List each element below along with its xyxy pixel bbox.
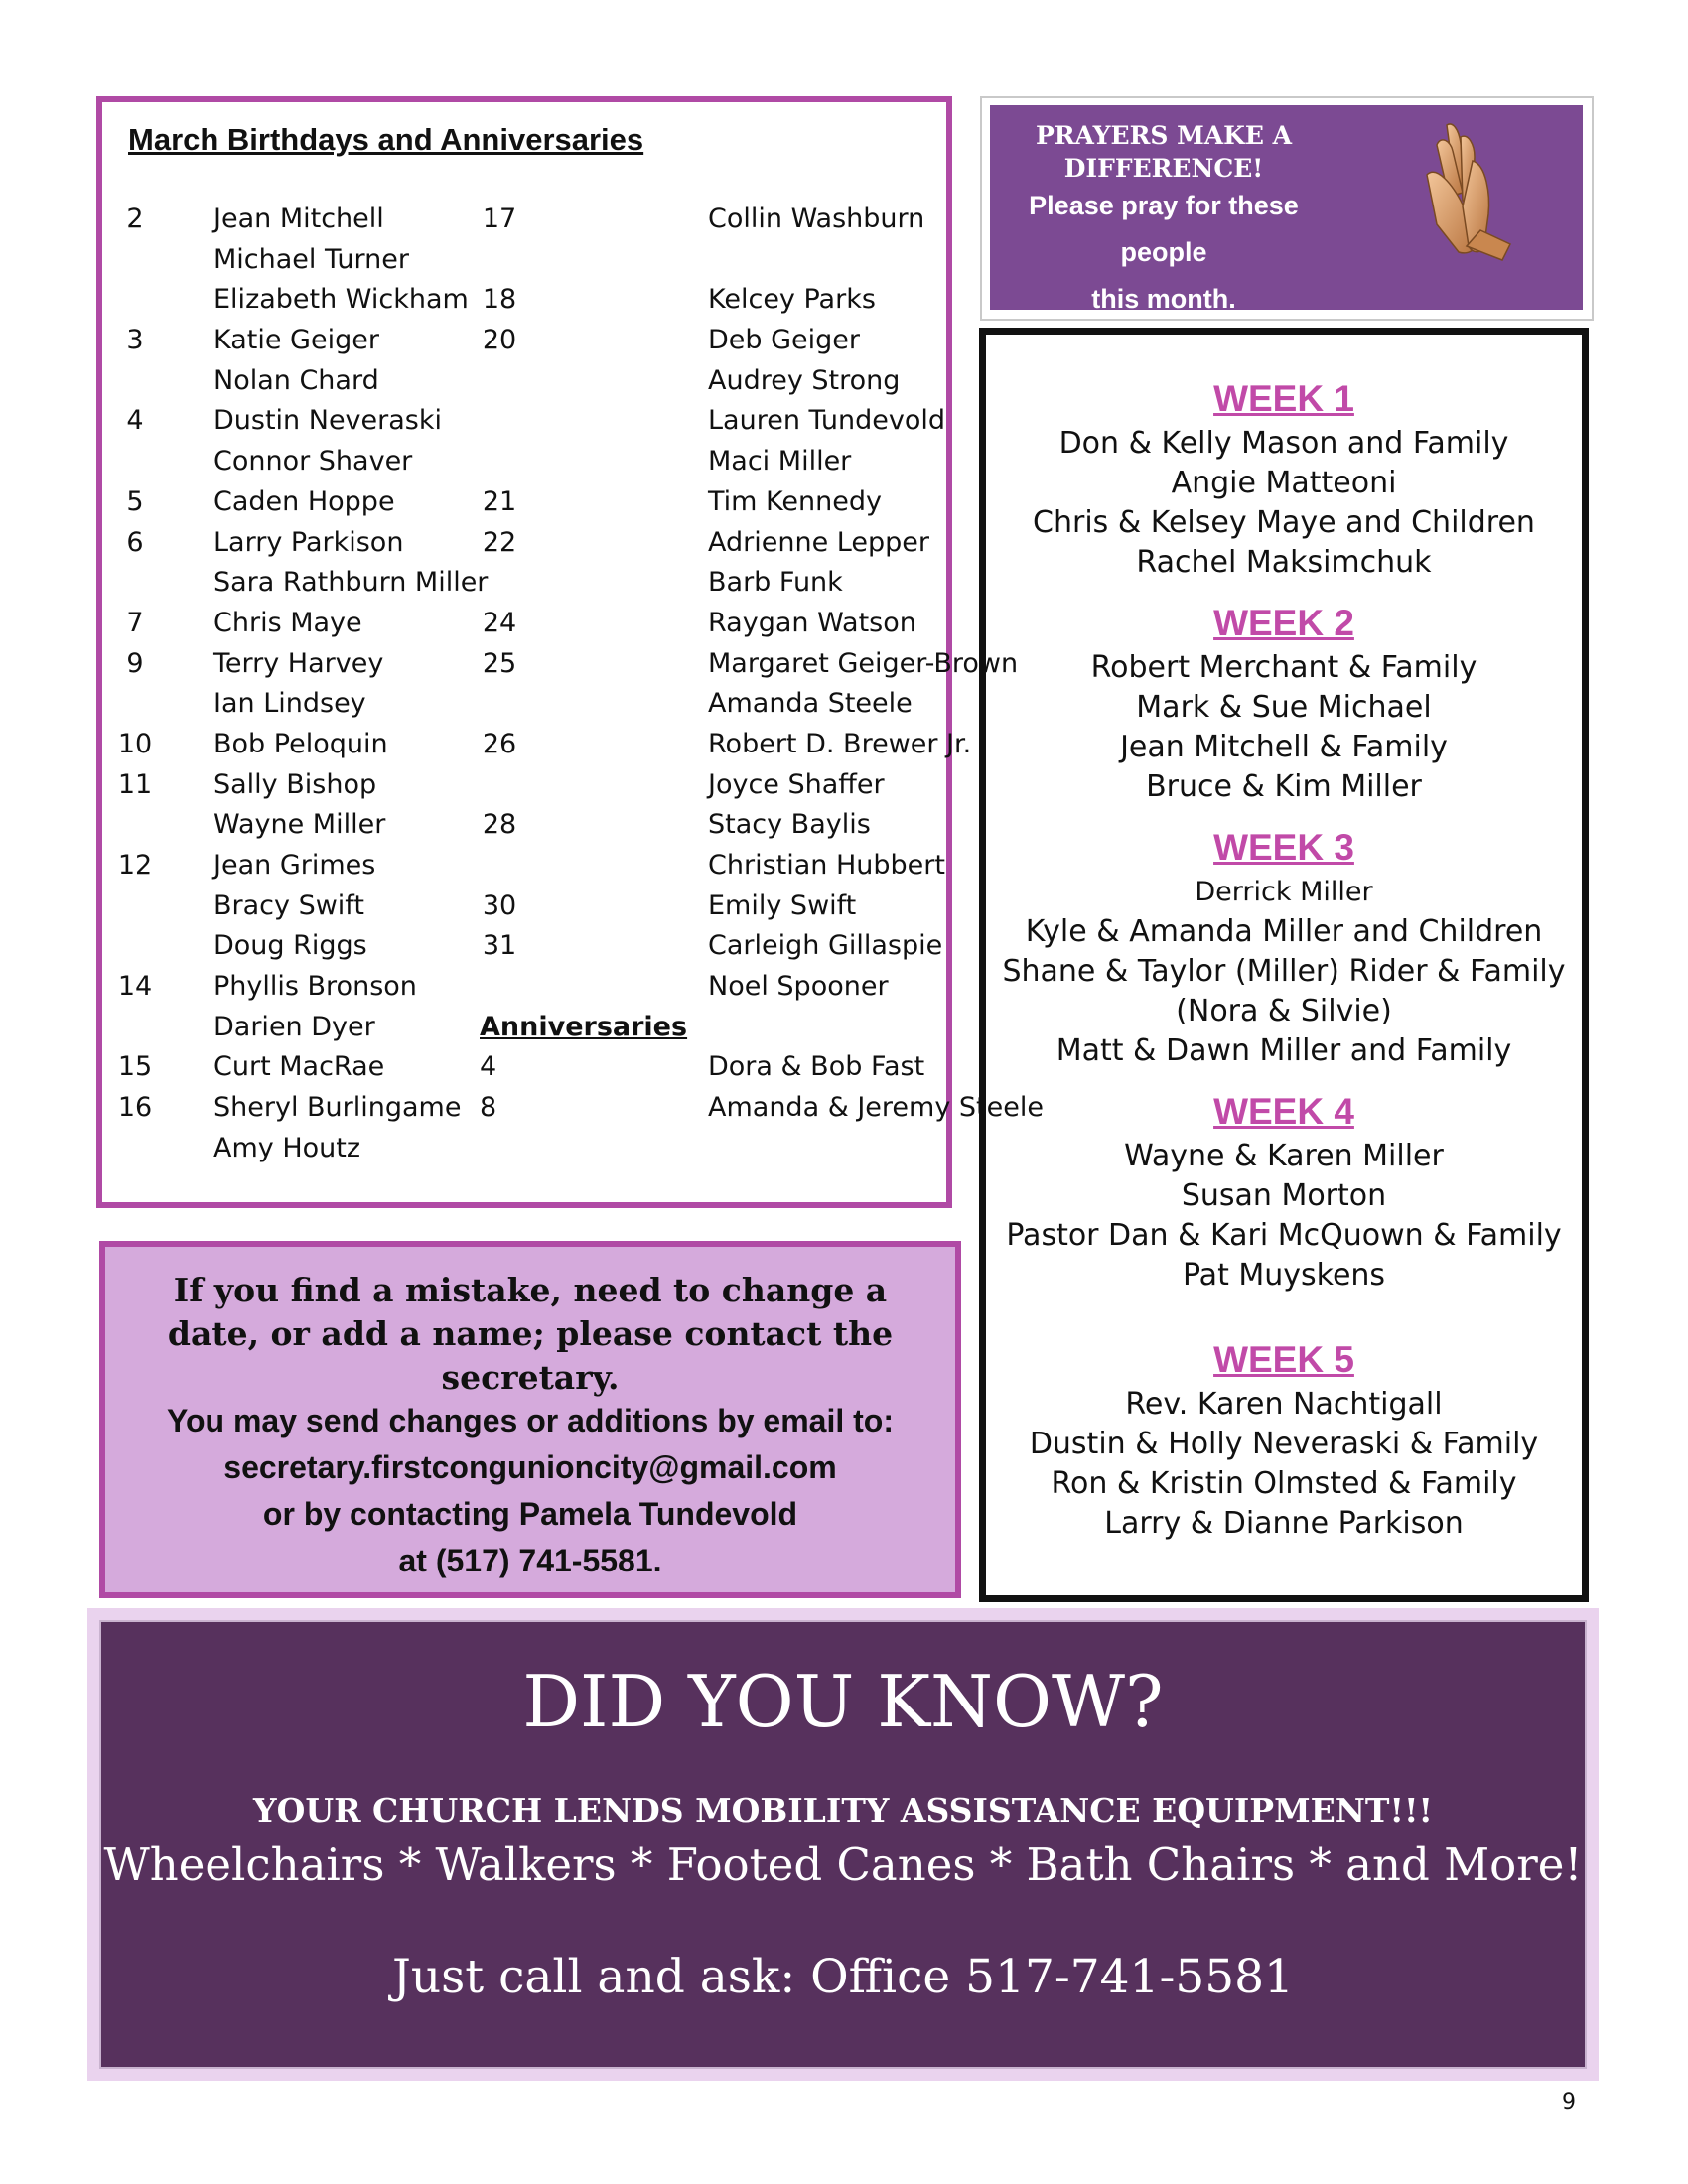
prayer-name-line: Derrick Miller [1195,877,1373,907]
birthday-name: Ian Lindsey [213,688,366,720]
birthday-name: Sheryl Burlingame [213,1092,462,1124]
birthday-day: 6 [126,526,144,558]
prayer-heading-line2: DIFFERENCE! [1063,154,1264,183]
anniversary-names: Dora & Bob Fast [708,1051,925,1083]
prayer-heading-line1: PRAYERS MAKE A [1035,121,1293,150]
birthday-name: Amanda Steele [708,688,913,720]
prayer-name-line: Wayne & Karen Miller [1124,1139,1444,1173]
correction-email-intro: You may send changes or additions by email to: [167,1403,894,1438]
birthday-day: 15 [117,1051,153,1083]
did-you-know-title: DID YOU KNOW? [522,1660,1164,1743]
birthday-name: Caden Hoppe [213,485,395,517]
birthday-day: 17 [482,204,517,234]
birthday-name: Kelcey Parks [708,284,876,316]
birthday-name: Dustin Neveraski [213,405,443,437]
correction-contact-person: or by contacting Pamela Tundevold [262,1496,798,1532]
birthday-name: Audrey Strong [708,364,901,396]
birthday-name: Robert D. Brewer Jr. [708,728,972,759]
birthday-name: Barb Funk [708,567,843,599]
birthday-day: 2 [126,204,144,234]
prayer-name-line: Angie Matteoni [1171,466,1397,500]
birthday-name: Nolan Chard [213,364,379,396]
birthday-day: 5 [126,485,144,517]
birthday-day: 22 [482,526,517,558]
prayer-name-line: Shane & Taylor (Miller) Rider & Family [1002,954,1566,989]
did-you-know-box [99,1620,1587,2069]
birthday-name: Bob Peloquin [213,728,388,759]
birthday-day: 18 [482,284,517,316]
birthday-day: 7 [126,607,144,638]
birthday-name: Maci Miller [708,446,852,478]
birthday-name: Emily Swift [708,889,857,921]
anniversary-day: 4 [480,1051,497,1083]
birthday-name: Stacy Baylis [708,809,871,841]
birthday-name: Tim Kennedy [708,485,882,517]
birthday-name: Connor Shaver [213,446,413,478]
prayer-name-line: Matt & Dawn Miller and Family [1055,1033,1512,1068]
week-title: WEEK 5 [1213,1339,1354,1380]
birthday-day: 10 [117,728,153,759]
prayer-name-line: Bruce & Kim Miller [1146,769,1422,804]
birthday-name: Darien Dyer [213,1011,375,1042]
birthday-name: Margaret Geiger-Brown [708,647,1019,679]
birthday-name: Noel Spooner [708,971,889,1003]
prayer-name-line: Pat Muyskens [1182,1258,1386,1293]
equipment-items: Wheelchairs * Walkers * Footed Canes * Bath Chairs * and More! [103,1839,1583,1891]
birthday-name: Jean Mitchell [213,204,384,234]
birthday-name: Carleigh Gillaspie [708,930,943,962]
did-you-know-frame [87,1608,1599,2081]
birthday-day: 9 [126,647,144,679]
birthday-name: Phyllis Bronson [213,971,417,1003]
birthday-name: Joyce Shaffer [708,768,885,800]
anniversary-names: Amanda & Jeremy Steele [708,1092,1044,1124]
birthday-name: Collin Washburn [708,204,925,234]
prayer-name-line: Ron & Kristin Olmsted & Family [1051,1466,1517,1501]
prayer-name-line: Pastor Dan & Kari McQuown & Family [1006,1218,1562,1253]
birthday-day: 20 [482,325,517,356]
prayer-subtext-line1: Please pray for these people [1029,191,1299,267]
birthday-name: Wayne Miller [213,809,386,841]
prayer-name-line: Robert Merchant & Family [1090,650,1477,685]
week-title: WEEK 4 [1213,1091,1354,1132]
prayer-name-line: Rev. Karen Nachtigall [1125,1387,1443,1422]
birthday-day: 12 [117,850,153,881]
birthday-name: Larry Parkison [213,526,404,558]
anniversary-day: 8 [480,1092,497,1124]
correction-contact [125,1398,935,1584]
birthday-name: Bracy Swift [213,889,364,921]
prayer-name-line: Susan Morton [1181,1178,1387,1213]
birthday-day: 24 [482,607,517,638]
birthday-name: Curt MacRae [213,1051,385,1083]
prayer-banner [990,105,1583,314]
birthday-day: 16 [117,1092,153,1124]
birthdays-title: March Birthdays and Anniversaries [128,122,644,157]
prayer-name-line: Dustin & Holly Neveraski & Family [1029,1427,1539,1461]
prayer-banner-frame [980,96,1594,321]
birthday-name: Raygan Watson [708,607,916,638]
prayer-name-line: Jean Mitchell & Family [1120,730,1448,764]
prayer-name-line: Chris & Kelsey Maye and Children [1033,505,1535,540]
correction-notice [99,1241,961,1598]
birthday-name: Sally Bishop [213,768,377,800]
prayer-name-line: (Nora & Silvie) [1176,994,1392,1028]
birthday-day: 28 [482,809,517,841]
birthday-day: 26 [482,728,517,759]
birthday-day: 11 [117,768,153,800]
office-phone-callout: Just call and ask: Office 517-741-5581 [392,1950,1294,2004]
prayer-weeks-box [979,328,1589,1602]
birthday-day: 3 [126,325,144,356]
birthday-day: 14 [117,971,153,1003]
anniversaries-heading: Anniversaries [480,1011,688,1042]
week-title: WEEK 2 [1213,603,1354,643]
birthday-name: Katie Geiger [213,325,379,356]
birthday-day: 21 [482,485,517,517]
prayer-name-line: Kyle & Amanda Miller and Children [1025,914,1543,949]
birthdays-box [96,96,1044,1208]
praying-hands-icon [1407,115,1526,264]
birthday-name: Lauren Tundevold [708,405,946,437]
prayer-name-line: Larry & Dianne Parkison [1104,1506,1464,1541]
week-title: WEEK 1 [1213,378,1354,419]
birthday-name: Doug Riggs [213,930,367,962]
birthday-name: Terry Harvey [213,647,384,679]
birthday-day: 25 [482,647,517,679]
prayer-heading [990,119,1337,185]
birthday-name: Adrienne Lepper [708,526,929,558]
birthday-name: Amy Houtz [213,1132,361,1163]
page-number: 9 [1562,2090,1576,2115]
prayer-name-line: Mark & Sue Michael [1136,690,1432,725]
birthday-day: 4 [126,405,144,437]
secretary-email: secretary.firstcongunioncity@gmail.com [223,1449,837,1485]
birthday-name: Elizabeth Wickham [213,284,469,316]
birthday-name: Deb Geiger [708,325,861,356]
prayer-subtext-line2: this month. [1091,284,1236,314]
birthday-name: Jean Grimes [213,850,376,881]
birthday-name: Sara Rathburn Miller [213,567,489,599]
birthday-day: 30 [482,889,517,921]
correction-instruction: If you find a mistake, need to change a date, or add a name; please contact the secretary. [167,1271,894,1397]
prayer-subtext [990,183,1337,323]
birthday-name: Michael Turner [213,243,409,275]
week-title: WEEK 3 [1213,827,1354,868]
prayer-name-line: Don & Kelly Mason and Family [1058,426,1509,461]
correction-phone: at (517) 741-5581. [398,1543,662,1578]
birthday-day: 31 [482,930,517,962]
prayer-name-line: Rachel Maksimchuk [1136,545,1432,580]
birthday-name: Christian Hubbert [708,850,945,881]
equipment-lending-notice: YOUR CHURCH LENDS MOBILITY ASSISTANCE EQUIPMENT!!! [253,1791,1433,1830]
birthday-name: Chris Maye [213,607,362,638]
